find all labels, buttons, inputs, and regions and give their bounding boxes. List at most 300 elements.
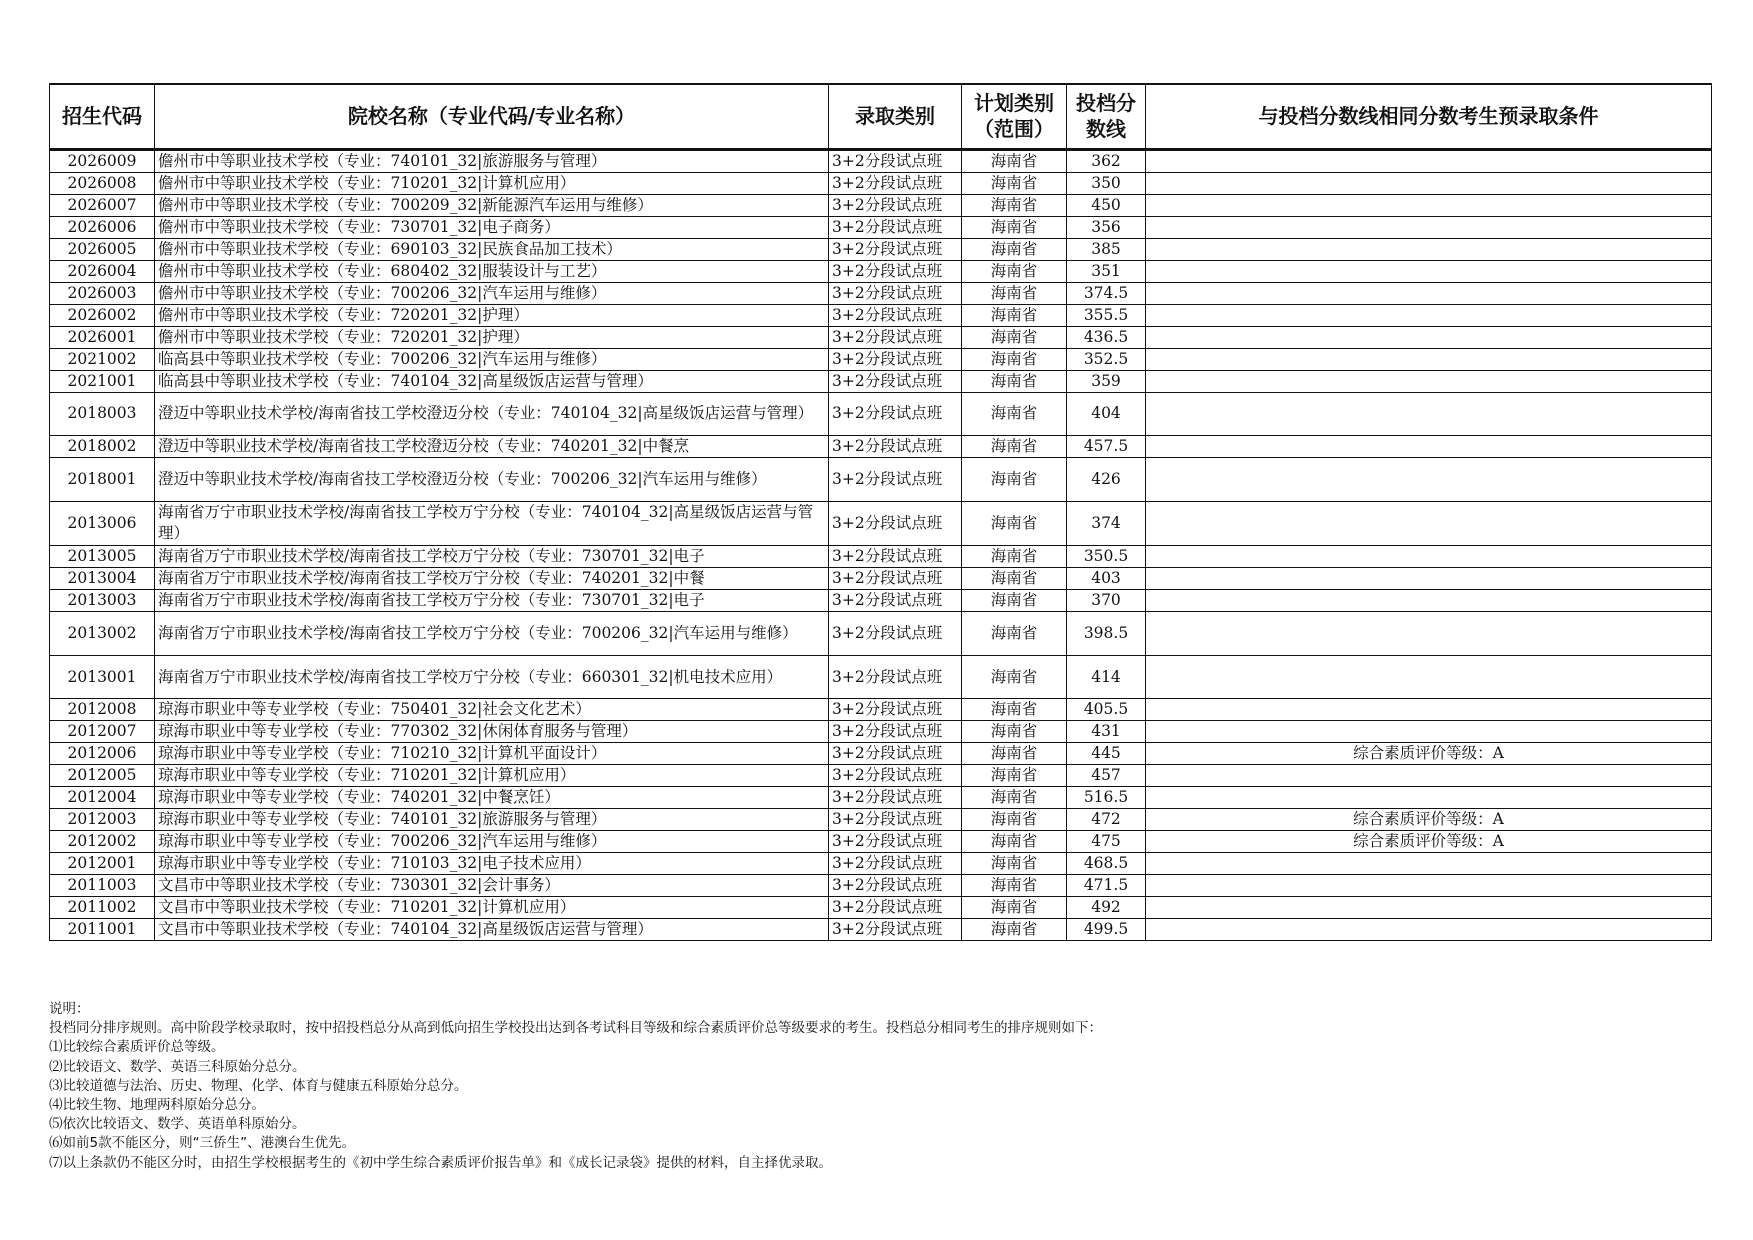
- cell-code-text: 2018001: [67, 470, 137, 489]
- cell-condition: [1146, 458, 1712, 502]
- cell-school-name-text: 儋州市中等职业技术学校（专业：680402_32|服装设计与工艺）: [158, 261, 607, 280]
- cell-category-text: 3+2分段试点班: [832, 349, 943, 368]
- cell-scope-text: 海南省: [990, 623, 1038, 642]
- cell-condition: [1146, 348, 1712, 370]
- cell-condition: [1146, 853, 1712, 875]
- table-row: [50, 260, 1712, 282]
- notes-title: 说明：: [49, 1001, 90, 1017]
- cell-school-name: [155, 567, 829, 589]
- cell-score: [1067, 765, 1146, 787]
- cell-school-name-text: 澄迈中等职业技术学校/海南省技工学校澄迈分校（专业：700206_32|汽车运用与维修）: [158, 470, 767, 489]
- table-row: [50, 392, 1712, 436]
- cell-school-name: [155, 458, 829, 502]
- note-line: ⑶比较道德与法治、历史、物理、化学、体育与健康五科原始分总分。: [49, 1077, 468, 1094]
- table-row: [50, 172, 1712, 194]
- cell-school-name: [155, 172, 829, 194]
- cell-code: [50, 853, 155, 875]
- cell-code-text: 2021002: [67, 349, 137, 368]
- cell-score-text: 355.5: [1083, 305, 1129, 324]
- cell-category: [829, 216, 962, 238]
- note-line: ⑴比较综合素质评价总等级。: [49, 1039, 225, 1056]
- cell-scope-text: 海南省: [990, 239, 1038, 258]
- cell-code: [50, 787, 155, 809]
- cell-school-name-text: 澄迈中等职业技术学校/海南省技工学校澄迈分校（专业：740201_32|中餐烹: [158, 437, 690, 456]
- cell-scope: [962, 216, 1067, 238]
- cell-scope: [962, 809, 1067, 831]
- cell-code-text: 2013005: [67, 546, 137, 565]
- cell-scope-text: 海南省: [990, 722, 1038, 741]
- cell-score: [1067, 853, 1146, 875]
- note-line: 投档同分排序规则。高中阶段学校录取时，按中招投档总分从高到低向招生学校投出达到各考试科目等级和综合素质评价总等级要求的考生。投档总分相同考生的排序规则如下：: [49, 1020, 1102, 1037]
- cell-code-text: 2018002: [67, 437, 137, 456]
- table-row: [50, 765, 1712, 787]
- cell-category: [829, 897, 962, 919]
- cell-category-text: 3+2分段试点班: [832, 810, 943, 829]
- table-row: [50, 348, 1712, 370]
- admission-score-table: [49, 83, 1712, 941]
- cell-category-text: 3+2分段试点班: [832, 744, 943, 763]
- cell-school-name-text: 临高县中等职业技术学校（专业：740104_32|高星级饭店运营与管理）: [158, 371, 653, 390]
- cell-school-name-text: 儋州市中等职业技术学校（专业：710201_32|计算机应用）: [158, 173, 576, 192]
- cell-school-name: [155, 194, 829, 216]
- cell-school-name-text: 琼海市职业中等专业学校（专业：740101_32|旅游服务与管理）: [158, 810, 607, 829]
- cell-score: [1067, 897, 1146, 919]
- cell-code-text: 2026009: [67, 151, 137, 170]
- table-header-row: [50, 84, 1712, 149]
- cell-condition: [1146, 502, 1712, 546]
- cell-score: [1067, 304, 1146, 326]
- cell-score: [1067, 502, 1146, 546]
- cell-score-text: 436.5: [1083, 327, 1129, 346]
- cell-code: [50, 589, 155, 611]
- cell-school-name: [155, 545, 829, 567]
- table-row: [50, 458, 1712, 502]
- cell-scope-text: 海南省: [990, 195, 1038, 214]
- cell-scope-text: 海南省: [990, 920, 1038, 939]
- cell-school-name: [155, 897, 829, 919]
- cell-code: [50, 831, 155, 853]
- cell-school-name: [155, 238, 829, 260]
- table-row: [50, 743, 1712, 765]
- table-row: [50, 787, 1712, 809]
- cell-school-name: [155, 699, 829, 721]
- cell-score: [1067, 370, 1146, 392]
- cell-code: [50, 216, 155, 238]
- cell-code-text: 2026007: [67, 195, 137, 214]
- cell-scope: [962, 567, 1067, 589]
- cell-category: [829, 809, 962, 831]
- cell-scope: [962, 326, 1067, 348]
- table-row: [50, 875, 1712, 897]
- cell-category-text: 3+2分段试点班: [832, 173, 943, 192]
- cell-score-text: 405.5: [1083, 700, 1129, 719]
- cell-condition: [1146, 172, 1712, 194]
- cell-condition: [1146, 897, 1712, 919]
- cell-code-text: 2026004: [67, 261, 137, 280]
- cell-condition-text: 综合素质评价等级：A: [1353, 832, 1504, 851]
- cell-category: [829, 589, 962, 611]
- cell-condition-text: 综合素质评价等级：A: [1353, 810, 1504, 829]
- table-row: [50, 897, 1712, 919]
- cell-category-text: 3+2分段试点班: [832, 876, 943, 895]
- cell-category-text: 3+2分段试点班: [832, 513, 943, 532]
- cell-code: [50, 567, 155, 589]
- cell-score: [1067, 545, 1146, 567]
- cell-school-name-text: 琼海市职业中等专业学校（专业：750401_32|社会文化艺术）: [158, 700, 591, 719]
- cell-score-text: 414: [1091, 667, 1121, 686]
- cell-scope: [962, 304, 1067, 326]
- cell-scope-text: 海南省: [990, 404, 1038, 423]
- cell-scope: [962, 260, 1067, 282]
- cell-scope: [962, 348, 1067, 370]
- cell-condition: [1146, 611, 1712, 655]
- cell-school-name-text: 儋州市中等职业技术学校（专业：720201_32|护理）: [158, 327, 529, 346]
- note-line: ⑵比较语文、数学、英语三科原始分总分。: [49, 1058, 306, 1075]
- cell-scope: [962, 172, 1067, 194]
- cell-code-text: 2026005: [67, 239, 137, 258]
- cell-score-text: 426: [1091, 470, 1121, 489]
- cell-category: [829, 875, 962, 897]
- note-line: ⑹如前5款不能区分，则“三侨生”、港澳台生优先。: [49, 1135, 356, 1152]
- cell-scope: [962, 545, 1067, 567]
- cell-scope-text: 海南省: [990, 854, 1038, 873]
- cell-score: [1067, 436, 1146, 458]
- cell-category-text: 3+2分段试点班: [832, 590, 943, 609]
- cell-category: [829, 194, 962, 216]
- cell-category-text: 3+2分段试点班: [832, 239, 943, 258]
- cell-school-name: [155, 149, 829, 172]
- cell-category: [829, 831, 962, 853]
- cell-scope: [962, 787, 1067, 809]
- cell-scope: [962, 655, 1067, 699]
- cell-category: [829, 238, 962, 260]
- cell-condition: [1146, 831, 1712, 853]
- cell-category: [829, 502, 962, 546]
- cell-category-text: 3+2分段试点班: [832, 667, 943, 686]
- cell-category-text: 3+2分段试点班: [832, 437, 943, 456]
- table-row: [50, 655, 1712, 699]
- cell-condition: [1146, 567, 1712, 589]
- cell-school-name: [155, 436, 829, 458]
- cell-score: [1067, 348, 1146, 370]
- note-line: ⑷比较生物、地理两科原始分总分。: [49, 1097, 265, 1114]
- cell-category-text: 3+2分段试点班: [832, 195, 943, 214]
- cell-code: [50, 172, 155, 194]
- cell-school-name: [155, 831, 829, 853]
- cell-code-text: 2013006: [67, 513, 137, 532]
- cell-code-text: 2012008: [67, 700, 137, 719]
- cell-code: [50, 238, 155, 260]
- cell-category: [829, 304, 962, 326]
- cell-category: [829, 699, 962, 721]
- cell-scope: [962, 392, 1067, 436]
- cell-code-text: 2021001: [67, 371, 137, 390]
- cell-school-name-text: 琼海市职业中等专业学校（专业：710201_32|计算机应用）: [158, 766, 576, 785]
- cell-school-name: [155, 304, 829, 326]
- cell-score-text: 350.5: [1083, 546, 1129, 565]
- cell-code-text: 2013004: [67, 568, 137, 587]
- cell-school-name-text: 儋州市中等职业技术学校（专业：730701_32|电子商务）: [158, 217, 560, 236]
- table-row: [50, 545, 1712, 567]
- table-row: [50, 853, 1712, 875]
- cell-category-text: 3+2分段试点班: [832, 217, 943, 236]
- cell-scope-text: 海南省: [990, 217, 1038, 236]
- cell-score-text: 385: [1091, 239, 1121, 258]
- cell-score: [1067, 326, 1146, 348]
- cell-category: [829, 545, 962, 567]
- cell-category: [829, 436, 962, 458]
- table-row: [50, 919, 1712, 941]
- cell-code-text: 2026002: [67, 305, 137, 324]
- cell-code: [50, 282, 155, 304]
- cell-code-text: 2012002: [67, 832, 137, 851]
- cell-code-text: 2012001: [67, 854, 137, 873]
- cell-school-name-text: 澄迈中等职业技术学校/海南省技工学校澄迈分校（专业：740104_32|高星级饭店运营与管理）: [158, 404, 814, 423]
- cell-scope-text: 海南省: [990, 513, 1038, 532]
- cell-code-text: 2013001: [67, 667, 137, 686]
- table-row: [50, 194, 1712, 216]
- cell-scope-text: 海南省: [990, 700, 1038, 719]
- header-scope: 计划类别（范围）: [962, 84, 1067, 149]
- cell-school-name-text: 海南省万宁市职业技术学校/海南省技工学校万宁分校（专业：740201_32|中餐: [158, 568, 705, 587]
- cell-scope: [962, 502, 1067, 546]
- cell-scope-text: 海南省: [990, 327, 1038, 346]
- cell-school-name: [155, 326, 829, 348]
- header-school-name: 院校名称（专业代码/专业名称）: [155, 84, 829, 149]
- cell-school-name: [155, 721, 829, 743]
- cell-school-name: [155, 260, 829, 282]
- cell-score-text: 398.5: [1083, 623, 1129, 642]
- cell-scope-text: 海南省: [990, 766, 1038, 785]
- cell-school-name: [155, 655, 829, 699]
- cell-code-text: 2026001: [67, 327, 137, 346]
- cell-scope-text: 海南省: [990, 283, 1038, 302]
- cell-condition: [1146, 216, 1712, 238]
- cell-condition: [1146, 699, 1712, 721]
- cell-score-text: 492: [1091, 898, 1121, 917]
- table-row: [50, 304, 1712, 326]
- cell-school-name: [155, 502, 829, 546]
- cell-score: [1067, 260, 1146, 282]
- cell-score-text: 475: [1091, 832, 1121, 851]
- cell-code-text: 2013003: [67, 590, 137, 609]
- cell-category: [829, 282, 962, 304]
- cell-score-text: 499.5: [1083, 920, 1129, 939]
- table-row: [50, 238, 1712, 260]
- cell-category-text: 3+2分段试点班: [832, 546, 943, 565]
- cell-category: [829, 919, 962, 941]
- cell-condition: [1146, 238, 1712, 260]
- cell-scope: [962, 721, 1067, 743]
- cell-school-name: [155, 787, 829, 809]
- cell-school-name-text: 海南省万宁市职业技术学校/海南省技工学校万宁分校（专业：700206_32|汽车运用与维修）: [158, 623, 798, 642]
- cell-scope: [962, 238, 1067, 260]
- cell-code-text: 2012003: [67, 810, 137, 829]
- cell-scope: [962, 743, 1067, 765]
- cell-condition: [1146, 875, 1712, 897]
- cell-scope-text: 海南省: [990, 876, 1038, 895]
- cell-school-name-text: 儋州市中等职业技术学校（专业：720201_32|护理）: [158, 305, 529, 324]
- cell-code: [50, 721, 155, 743]
- cell-code-text: 2013002: [67, 623, 137, 642]
- cell-code-text: 2011002: [67, 898, 137, 917]
- cell-code: [50, 743, 155, 765]
- cell-score-text: 374: [1091, 513, 1121, 532]
- cell-scope: [962, 897, 1067, 919]
- cell-category: [829, 853, 962, 875]
- cell-scope-text: 海南省: [990, 744, 1038, 763]
- cell-code: [50, 699, 155, 721]
- cell-school-name-text: 琼海市职业中等专业学校（专业：710103_32|电子技术应用）: [158, 854, 591, 873]
- cell-condition: [1146, 260, 1712, 282]
- cell-code-text: 2012006: [67, 744, 137, 763]
- notes-section: [49, 1000, 1102, 1173]
- cell-category-text: 3+2分段试点班: [832, 327, 943, 346]
- cell-scope-text: 海南省: [990, 151, 1038, 170]
- cell-score-text: 356: [1091, 217, 1121, 236]
- cell-condition: [1146, 743, 1712, 765]
- cell-code-text: 2018003: [67, 404, 137, 423]
- cell-score: [1067, 392, 1146, 436]
- cell-scope: [962, 436, 1067, 458]
- cell-code: [50, 348, 155, 370]
- cell-scope-text: 海南省: [990, 437, 1038, 456]
- cell-school-name: [155, 743, 829, 765]
- cell-score-text: 457.5: [1083, 437, 1129, 456]
- cell-scope: [962, 458, 1067, 502]
- cell-score-text: 359: [1091, 371, 1121, 390]
- cell-code: [50, 765, 155, 787]
- cell-score-text: 468.5: [1083, 854, 1129, 873]
- cell-school-name-text: 临高县中等职业技术学校（专业：700206_32|汽车运用与维修）: [158, 349, 607, 368]
- cell-school-name-text: 琼海市职业中等专业学校（专业：710210_32|计算机平面设计）: [158, 744, 607, 763]
- cell-scope-text: 海南省: [990, 810, 1038, 829]
- cell-score: [1067, 655, 1146, 699]
- cell-score: [1067, 216, 1146, 238]
- note-line: ⑺以上条款仍不能区分时，由招生学校根据考生的《初中学生综合素质评价报告单》和《成长记录袋》提供的材料，自主择优录取。: [49, 1154, 832, 1171]
- cell-code: [50, 436, 155, 458]
- cell-code-text: 2011003: [67, 876, 137, 895]
- cell-scope: [962, 589, 1067, 611]
- cell-code: [50, 919, 155, 941]
- cell-code: [50, 655, 155, 699]
- cell-score: [1067, 282, 1146, 304]
- cell-score: [1067, 743, 1146, 765]
- cell-school-name-text: 琼海市职业中等专业学校（专业：740201_32|中餐烹饪）: [158, 788, 560, 807]
- table-row: [50, 282, 1712, 304]
- cell-condition: [1146, 392, 1712, 436]
- cell-score: [1067, 194, 1146, 216]
- cell-category-text: 3+2分段试点班: [832, 920, 943, 939]
- cell-score-text: 516.5: [1083, 788, 1129, 807]
- cell-score: [1067, 238, 1146, 260]
- cell-score-text: 472: [1091, 810, 1121, 829]
- cell-school-name-text: 儋州市中等职业技术学校（专业：700209_32|新能源汽车运用与维修）: [158, 195, 653, 214]
- cell-score-text: 351: [1091, 261, 1121, 280]
- cell-condition: [1146, 589, 1712, 611]
- cell-score: [1067, 809, 1146, 831]
- cell-school-name-text: 儋州市中等职业技术学校（专业：700206_32|汽车运用与维修）: [158, 283, 607, 302]
- cell-code: [50, 149, 155, 172]
- cell-category: [829, 743, 962, 765]
- table-row: [50, 809, 1712, 831]
- cell-category-text: 3+2分段试点班: [832, 371, 943, 390]
- cell-score-text: 370: [1091, 590, 1121, 609]
- cell-category-text: 3+2分段试点班: [832, 832, 943, 851]
- cell-score-text: 374.5: [1083, 283, 1129, 302]
- cell-score: [1067, 919, 1146, 941]
- cell-school-name-text: 琼海市职业中等专业学校（专业：700206_32|汽车运用与维修）: [158, 832, 607, 851]
- cell-score: [1067, 567, 1146, 589]
- cell-scope: [962, 282, 1067, 304]
- cell-school-name-text: 儋州市中等职业技术学校（专业：740101_32|旅游服务与管理）: [158, 151, 607, 170]
- cell-category: [829, 721, 962, 743]
- cell-school-name-text: 海南省万宁市职业技术学校/海南省技工学校万宁分校（专业：730701_32|电子: [158, 590, 705, 609]
- cell-category-text: 3+2分段试点班: [832, 898, 943, 917]
- cell-scope-text: 海南省: [990, 667, 1038, 686]
- cell-scope: [962, 611, 1067, 655]
- cell-score: [1067, 699, 1146, 721]
- cell-category-text: 3+2分段试点班: [832, 305, 943, 324]
- cell-scope: [962, 919, 1067, 941]
- cell-code-text: 2012007: [67, 722, 137, 741]
- cell-code: [50, 545, 155, 567]
- cell-scope-text: 海南省: [990, 546, 1038, 565]
- header-score: 投档分数线: [1067, 84, 1146, 149]
- cell-scope-text: 海南省: [990, 349, 1038, 368]
- cell-scope: [962, 370, 1067, 392]
- cell-school-name: [155, 853, 829, 875]
- cell-code: [50, 502, 155, 546]
- table-row: [50, 611, 1712, 655]
- cell-code: [50, 304, 155, 326]
- cell-school-name: [155, 919, 829, 941]
- cell-category-text: 3+2分段试点班: [832, 766, 943, 785]
- cell-condition: [1146, 545, 1712, 567]
- cell-category: [829, 348, 962, 370]
- cell-school-name-text: 海南省万宁市职业技术学校/海南省技工学校万宁分校（专业：660301_32|机电技术应用）: [158, 667, 783, 686]
- table-row: [50, 699, 1712, 721]
- cell-score: [1067, 172, 1146, 194]
- cell-score-text: 445: [1091, 744, 1121, 763]
- cell-category: [829, 567, 962, 589]
- cell-score: [1067, 589, 1146, 611]
- cell-score-text: 457: [1091, 766, 1121, 785]
- cell-score: [1067, 721, 1146, 743]
- cell-scope: [962, 853, 1067, 875]
- cell-scope: [962, 875, 1067, 897]
- cell-score: [1067, 458, 1146, 502]
- cell-school-name: [155, 216, 829, 238]
- cell-scope: [962, 149, 1067, 172]
- cell-school-name: [155, 348, 829, 370]
- cell-score-text: 352.5: [1083, 349, 1129, 368]
- cell-scope-text: 海南省: [990, 371, 1038, 390]
- cell-category: [829, 787, 962, 809]
- cell-code: [50, 611, 155, 655]
- cell-score-text: 362: [1091, 151, 1121, 170]
- cell-school-name-text: 琼海市职业中等专业学校（专业：770302_32|休闲体育服务与管理）: [158, 722, 638, 741]
- cell-code: [50, 260, 155, 282]
- cell-school-name-text: 海南省万宁市职业技术学校/海南省技工学校万宁分校（专业：740104_32|高星级饭店运营与管理）: [158, 503, 814, 543]
- cell-school-name: [155, 392, 829, 436]
- cell-category-text: 3+2分段试点班: [832, 788, 943, 807]
- table-row: [50, 721, 1712, 743]
- cell-category: [829, 765, 962, 787]
- cell-category: [829, 260, 962, 282]
- table-row: [50, 370, 1712, 392]
- cell-condition: [1146, 787, 1712, 809]
